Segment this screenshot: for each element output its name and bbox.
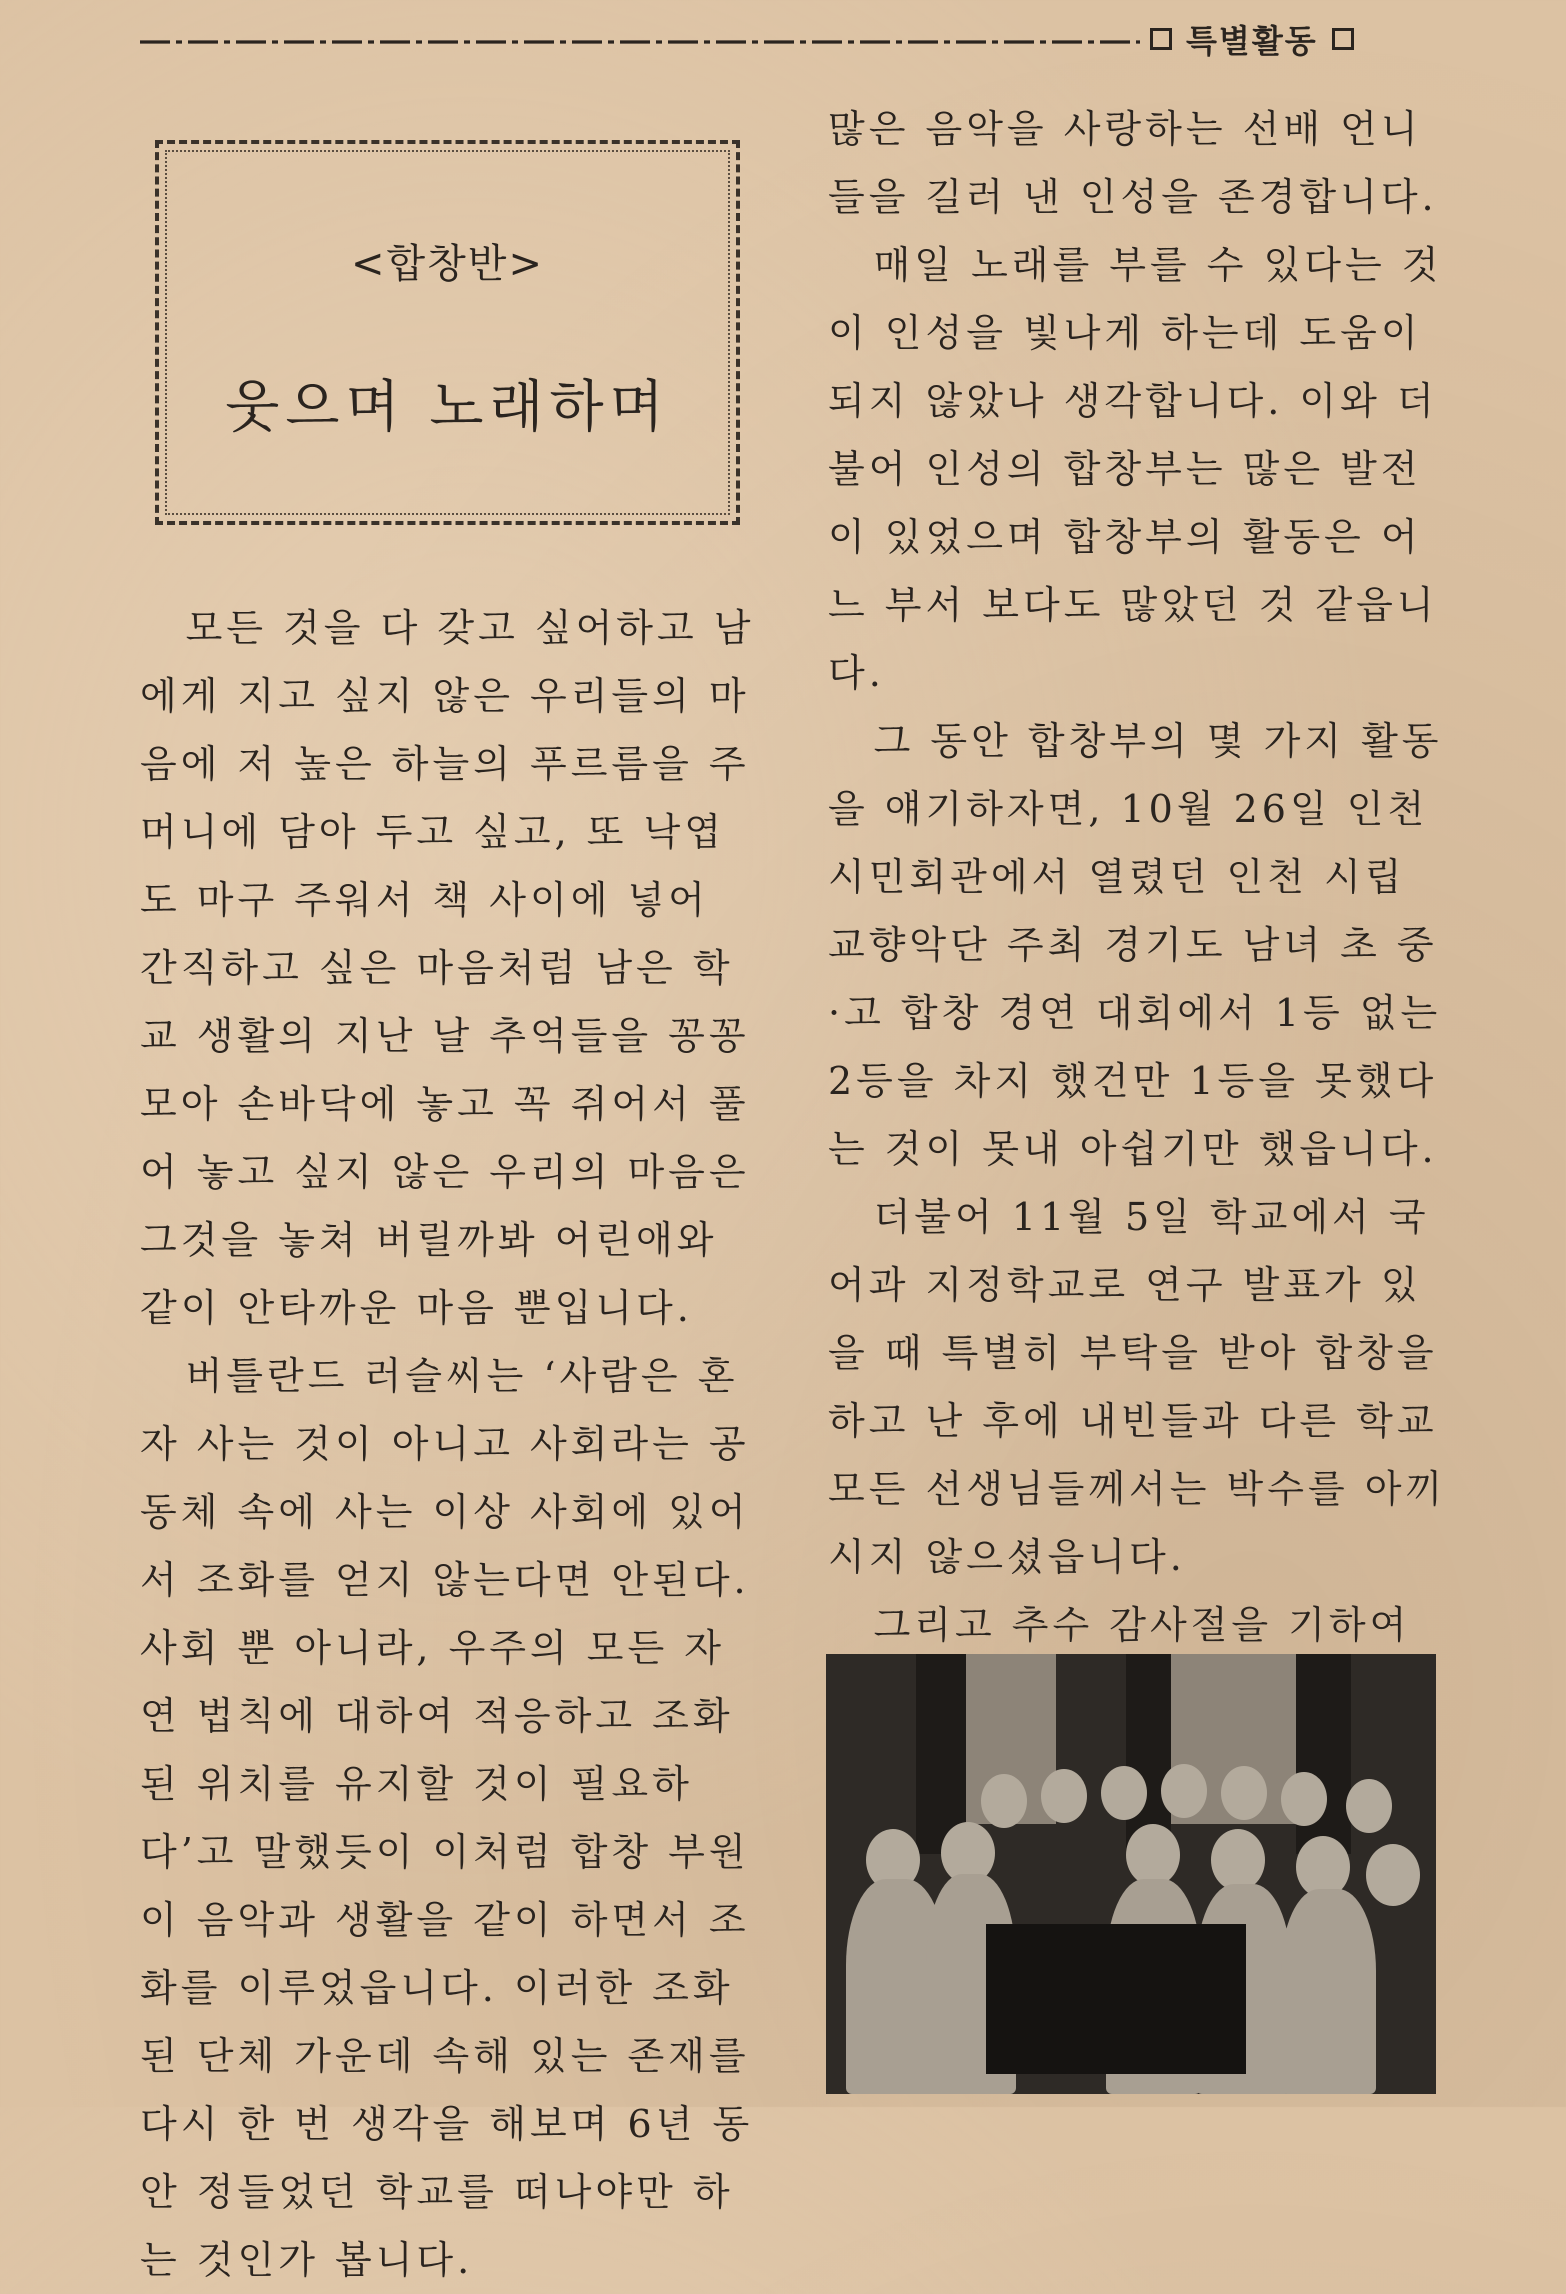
paragraph: 그리고 추수 감사절을 기하여	[873, 1603, 1411, 1647]
person	[1161, 1764, 1207, 1818]
square-outline-icon	[1150, 28, 1172, 50]
person	[1101, 1766, 1147, 1820]
person	[1366, 1844, 1420, 1906]
paragraph: 매일 노래를 부를 수 있다는 것이 인성을 빛나게 하는데 도움이 되지 않았나 생각합니다. 이와 더불어 인성의 합창부는 많은 발전이 있었으며 합창부의 활동은 어느 부서 보다도 많았던 것 같읍니다.	[828, 243, 1443, 695]
title-box	[155, 140, 740, 525]
paragraph: 더불어 11월 5일 학교에서 국어과 지정학교로 연구 발표가 있을 때 특별히 부탁을 받아 합창을 하고 난 후에 내빈들과 다른 학교 모든 선생님들께서는 박수를 아끼시지 않으셨읍니다.	[828, 1195, 1447, 1579]
person	[1281, 1772, 1327, 1826]
article-subtitle: <합창반>	[351, 241, 544, 287]
section-header	[1150, 14, 1354, 64]
header-rule	[140, 34, 1140, 50]
paragraph: 모든 것을 다 갖고 싶어하고 남에게 지고 싶지 않은 우리들의 마음에 저 높은 하늘의 푸르름을 주머니에 담아 두고 싶고, 또 낙엽도 마구 주워서 책 사이에 넣어 간직하고 싶은 마음처럼 남은 학교 생활의 지난 날 추억들을 꽁꽁 모아 손바닥에 놓고 꼭 쥐어서 풀어 놓고 싶지 않은 우리의 마음은 그것을 놓쳐 버릴까봐 어린애와 같이 안타까운 마음 뿐입니다.	[140, 606, 755, 1330]
person	[1126, 1824, 1180, 1886]
section-label: 특별활동	[1186, 22, 1318, 60]
person	[1221, 1766, 1267, 1820]
paragraph: 버틀란드 러슬씨는 ‘사람은 혼자 사는 것이 아니고 사회라는 공동체 속에 사는 이상 사회에 있어서 조화를 얻지 않는다면 안된다. 사회 뿐 아니라, 우주의 모든 자연 법칙에 대하여 적응하고 조화된 위치를 유지할 것이 필요하다’고 말했듯이 이처럼 합창 부원이 음악과 생활을 같이 하면서 조화를 이루었읍니다. 이러한 조화된 단체 가운데 속해 있는 존재를 다시 한 번 생각을 해보며 6년 동안 정들었던 학교를 떠나야만 하는 것인가 봅니다.	[140, 1354, 754, 2282]
person	[1041, 1769, 1087, 1823]
paragraph: 많은 음악을 사랑하는 선배 언니들을 길러 낸 인성을 존경합니다.	[828, 107, 1438, 219]
choir-photo	[826, 1654, 1436, 2094]
square-outline-icon	[1332, 28, 1354, 50]
paragraph: 그 동안 합창부의 몇 가지 활동을 얘기하자면, 10월 26일 인천 시민회관에서 열렸던 인천 시립 교향악단 주최 경기도 남녀 초 중·고 합창 경연 대회에서 1등 없는 2등을 차지 했건만 1등을 못했다는 것이 못내 아쉽기만 했읍니다.	[828, 719, 1443, 1171]
person	[1211, 1829, 1265, 1891]
left-column	[140, 594, 760, 2294]
piano	[986, 1924, 1246, 2074]
person-body	[1281, 1889, 1376, 2094]
person	[1346, 1779, 1392, 1833]
person	[981, 1774, 1027, 1828]
article-title: 웃으며 노래하며	[225, 375, 670, 440]
